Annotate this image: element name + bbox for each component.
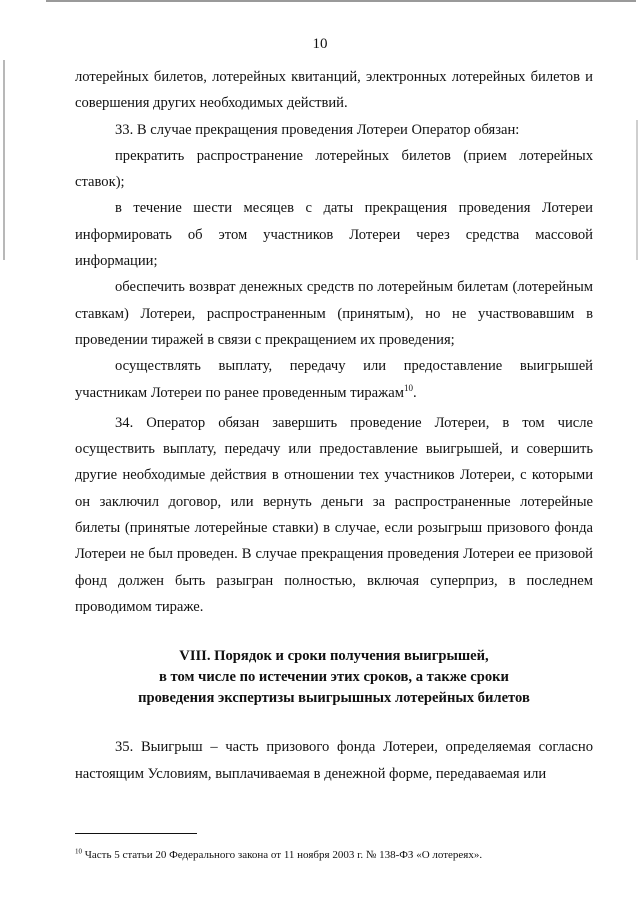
paragraph-33-item-4-end: .	[412, 384, 417, 401]
section-heading	[75, 646, 593, 709]
section-heading-line-3: проведения экспертизы выигрышных лотерейных билетов	[138, 690, 530, 707]
footnote-separator	[75, 833, 197, 834]
footnote-marker: 10	[75, 847, 82, 856]
paragraph-34: 34. Оператор обязан завершить проведение Лотереи, в том числе осуществить выплату, передачу или предоставление выигрышей, и совершить другие необходимые действия в отношении тех участников Лотереи, с которыми он заключил договор, или вернуть деньги за распространенные лотерейные билеты (принятые лотерейные ставки) в случае, если розыгрыш призового фонда Лотереи не был проведен. В случае прекращения проведения Лотереи ее призовой фонд должен быть разыгран полностью, включая суперприз, в последнем проводимом тираже.	[75, 414, 593, 615]
paragraph-33-item-3: обеспечить возврат денежных средств по лотерейным билетам (лотерейным ставкам) Лотереи, распространенным (принятым), но не участвовавшим в проведении тиражей в связи с прекращением их проведения;	[75, 279, 593, 348]
scan-left-edge	[3, 60, 5, 260]
paragraph-33-item-4-text: осуществлять выплату, передачу или предоставление выигрышей участникам Лотереи по ранее проведенным тиражам	[75, 358, 593, 401]
page-number: 10	[312, 36, 328, 52]
paragraph-continuation: лотерейных билетов, лотерейных квитанций, электронных лотерейных билетов и совершения других необходимых действий.	[75, 69, 593, 112]
footnote-text: Часть 5 статьи 20 Федерального закона от 11 ноября 2003 г. № 138-ФЗ «О лотереях».	[82, 849, 483, 861]
document-body	[75, 64, 593, 787]
paragraph-33-item-4	[75, 353, 593, 406]
paragraph-35: 35. Выигрыш – часть призового фонда Лотереи, определяемая согласно настоящим Условиям, выплачиваемая в денежной форме, передаваемая или	[75, 739, 593, 782]
paragraph-33-item-2: в течение шести месяцев с даты прекращения проведения Лотереи информировать об этом участников Лотереи через средства массовой информации;	[75, 200, 593, 270]
scan-right-edge	[636, 120, 638, 260]
section-heading-line-1: VIII. Порядок и сроки получения выигрышей,	[179, 648, 489, 665]
section-heading-line-2: в том числе по истечении этих сроков, а также сроки	[159, 669, 509, 686]
scan-top-border	[46, 0, 636, 2]
footnote	[75, 849, 595, 861]
footnote-reference[interactable]: 10	[403, 382, 413, 393]
paragraph-33-item-1: прекратить распространение лотерейных билетов (прием лотерейных ставок);	[75, 147, 593, 191]
paragraph-33: 33. В случае прекращения проведения Лотереи Оператор обязан:	[115, 121, 520, 138]
